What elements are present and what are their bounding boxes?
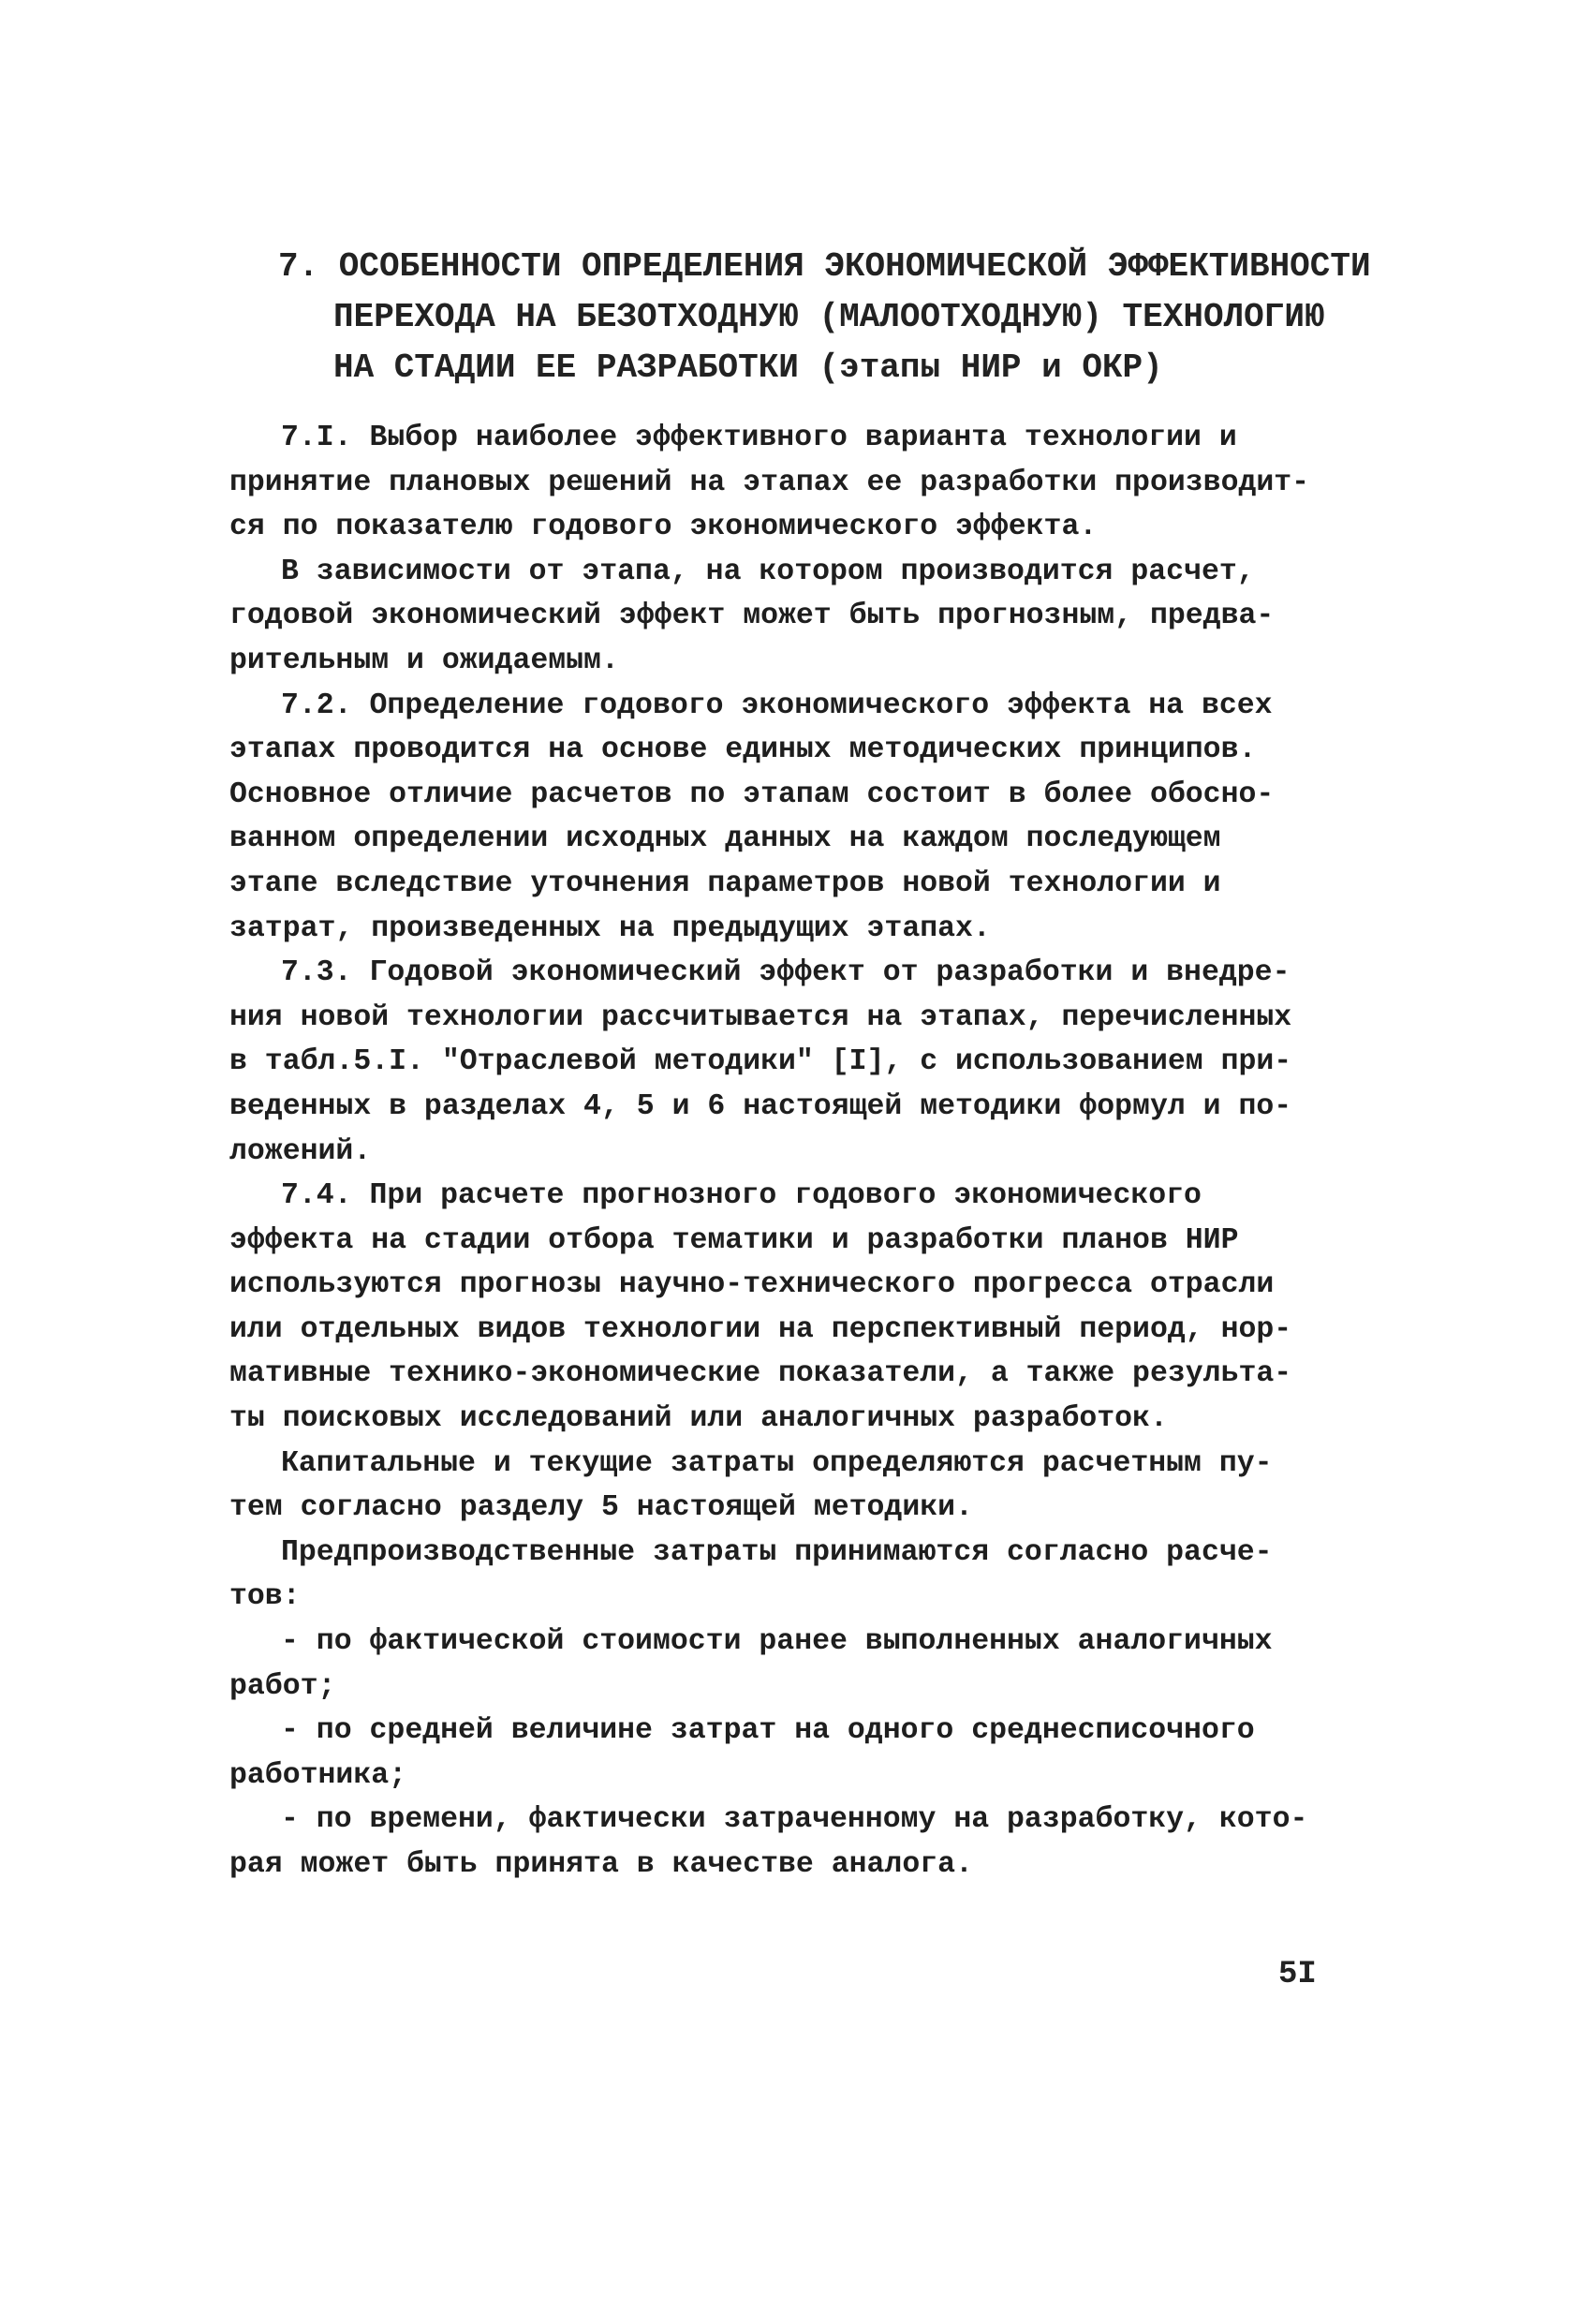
paragraph-line: тов: — [229, 1580, 301, 1614]
paragraph-line: ты поисковых исследований или аналогичных разработок. — [229, 1402, 1168, 1436]
paragraph-line: 7.3. Годовой экономический эффект от разработки и внедре- — [281, 956, 1291, 990]
paragraph-line: мативные технико-экономические показатели, а также результа- — [229, 1357, 1292, 1391]
section-heading — [278, 242, 1402, 393]
heading-line-1: 7. ОСОБЕННОСТИ ОПРЕДЕЛЕНИЯ ЭКОНОМИЧЕСКОЙ ЭФФЕКТИВНОСТИ — [278, 247, 1371, 286]
paragraph-line: 7.I. Выбор наиболее эффективного варианта технологии и — [281, 422, 1237, 454]
paragraph-line: эффекта на стадии отбора тематики и разработки планов НИР — [229, 1223, 1239, 1257]
paragraph-line: Капитальные и текущие затраты определяются расчетным пу- — [281, 1446, 1273, 1480]
paragraph-line: Предпроизводственные затраты принимаются согласно расче- — [281, 1535, 1273, 1569]
list-item-line: рая может быть принята в качестве аналога. — [229, 1848, 973, 1881]
paragraph-line: принятие плановых решений на этапах ее разработки производит- — [229, 466, 1310, 499]
paragraph-line: ния новой технологии рассчитывается на этапах, перечисленных — [229, 1000, 1292, 1034]
paragraph-line: используются прогнозы научно-технического прогресса отрасли — [229, 1268, 1275, 1302]
list-item-line: - по фактической стоимости ранее выполненных аналогичных — [281, 1625, 1273, 1659]
paragraph-line: 7.4. При расчете прогнозного годового экономического — [281, 1179, 1202, 1213]
paragraph-line: ванном определении исходных данных на каждом последующем — [229, 822, 1221, 856]
body-text — [229, 416, 1409, 1887]
list-item-line: - по средней величине затрат на одного среднесписочного — [281, 1714, 1255, 1748]
paragraph-line: или отдельных видов технологии на перспективный период, нор- — [229, 1312, 1292, 1346]
heading-line-3: НА СТАДИИ ЕЕ РАЗРАБОТКИ (этапы НИР и ОКР) — [333, 348, 1163, 387]
paragraph-line: Основное отличие расчетов по этапам состоит в более обосно- — [229, 777, 1275, 811]
page-number: 5I — [1278, 1957, 1317, 1992]
heading-line-2: ПЕРЕХОДА НА БЕЗОТХОДНУЮ (МАЛООТХОДНУЮ) ТЕХНОЛОГИЮ — [333, 298, 1325, 336]
paragraph-line: затрат, произведенных на предыдущих этапах. — [229, 911, 991, 945]
paragraph-line: в табл.5.I. "Отраслевой методики" [I], с использованием при- — [229, 1045, 1292, 1079]
paragraph-line: рительным и ожидаемым. — [229, 644, 619, 677]
paragraph-line: В зависимости от этапа, на котором производится расчет, — [281, 555, 1255, 588]
paragraph-line: ся по показателю годового экономического эффекта. — [229, 511, 1098, 544]
paragraph-line: 7.2. Определение годового экономического эффекта на всех — [281, 688, 1273, 722]
paragraph-line: этапе вследствие уточнения параметров новой технологии и — [229, 866, 1221, 900]
paragraph-line: ложений. — [229, 1134, 372, 1168]
list-item-line: работ; — [229, 1669, 336, 1703]
paragraph-line: годовой экономический эффект может быть прогнозным, предва- — [229, 600, 1275, 633]
list-item-line: работника; — [229, 1758, 407, 1792]
paragraph-line: тем согласно разделу 5 настоящей методики. — [229, 1491, 973, 1525]
paragraph-line: этапах проводится на основе единых методических принципов. — [229, 733, 1257, 767]
paragraph-line: веденных в разделах 4, 5 и 6 настоящей методики формул и по- — [229, 1089, 1292, 1123]
list-item-line: - по времени, фактически затраченному на разработку, кото- — [281, 1803, 1308, 1837]
